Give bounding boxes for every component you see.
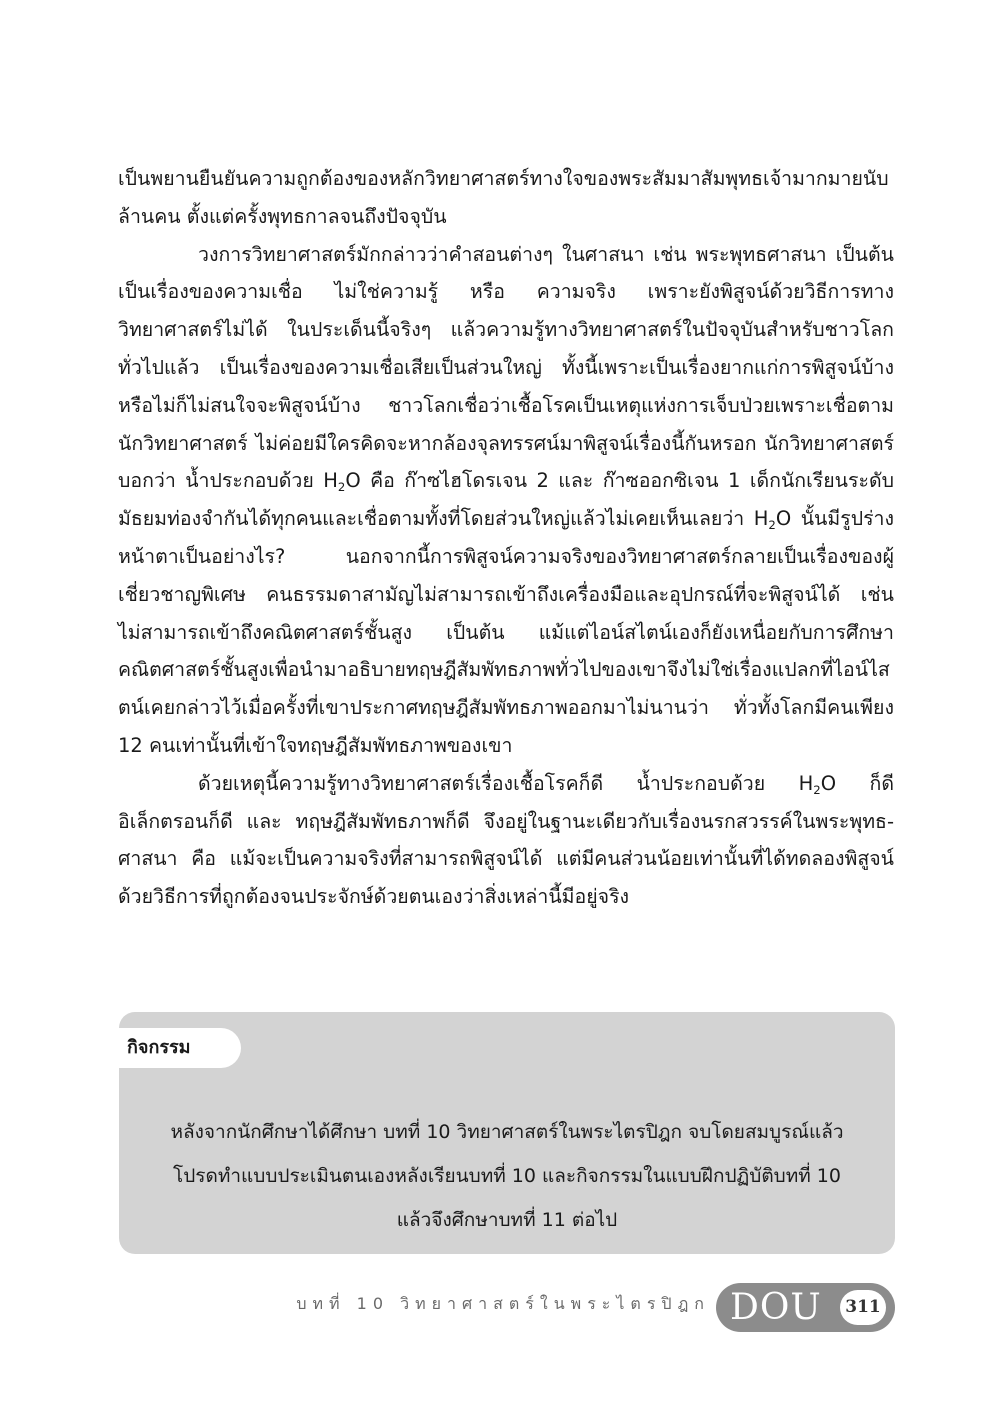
activity-title: กิจกรรม <box>119 1028 241 1068</box>
formula-h2o-2: $H_2O$ <box>753 507 792 533</box>
activity-line-1: หลังจากนักศึกษาได้ศึกษา บทที่ 10 วิทยาศาสตร์ในพระไตรปิฎก จบโดยสมบูรณ์แล้ว <box>170 1121 844 1143</box>
activity-instructions <box>139 1110 875 1242</box>
paragraph-1: เป็นพยานยืนยันความถูกต้องของหลักวิทยาศาสตร์ทางใจของพระสัมมาสัมพุทธเจ้ามากมายนับล้านคน ตั้งแต่ครั้งพุทธกาลจนถึงปัจจุบัน <box>118 167 889 228</box>
paragraph-2-part-b: คือ ก๊าซไฮโดรเจน 2 และ ก๊าซออกซิเจน 1 เด็กนักเรียนระดับมัธยมท่องจำกันได้ทุกคนและเชื่อตามทั้งที่โดยส่วนใหญ่แล้วไม่เคยเห็นเลยว่า <box>118 469 894 531</box>
paragraph-2-part-a: วงการวิทยาศาสตร์มักกล่าวว่าคำสอนต่างๆ ในศาสนา เช่น พระพุทธศาสนา เป็นต้น เป็นเรื่องของความเชื่อ ไม่ใช่ความรู้ หรือ ความจริง เพราะยังพิสูจน์ด้วยวิธีการทางวิทยาศาสตร์ไม่ได้ ในประเด็นนี้จริงๆ แล้วความรู้ทางวิทยาศาสตร์ในปัจจุบันสำหรับชาวโลกทั่วไปแล้ว เป็นเรื่องของความเชื่อเสียเป็นส่วนใหญ่ ทั้งนี้เพราะเป็นเรื่องยากแก่การพิสูจน์บ้าง หรือไม่ก็ไม่สนใจจะพิสูจน์บ้าง ชาวโลกเชื่อว่าเชื้อโรคเป็นเหตุแห่งการเจ็บป่วยเพราะเชื่อตามนักวิทยาศาสตร์ ไม่ค่อยมีใครคิดจะหากล้องจุลทรรศน์มาพิสูจน์เรื่องนี้กันหรอก นักวิทยาศาสตร์บอกว่า น้ำประกอบด้วย <box>118 242 894 493</box>
dou-logo: DOU <box>730 1287 822 1328</box>
paragraph-2-part-c: นั้นมีรูปร่างหน้าตาเป็นอย่างไร? นอกจากนี้การพิสูจน์ความจริงของวิทยาศาสตร์กลายเป็นเรื่องของผู้เชี่ยวชาญพิเศษ คนธรรมดาสามัญไม่สามารถเข้าถึงเครื่องมือและอุปกรณ์ที่จะพิสูจน์ได้ เช่น ไม่สามารถเข้าถึงคณิตศาสตร์ชั้นสูง เป็นต้น แม้แต่ไอน์สไตน์เองก็ยังเหนื่อยกับการศึกษาคณิตศาสตร์ชั้นสูงเพื่อนำมาอธิบายทฤษฎีสัมพัทธภาพทั่วไปของเขาจึงไม่ใช่เรื่องแปลกที่ไอน์ไสตน์เคยกล่าวไว้เมื่อครั้งที่เขาประกาศทฤษฎีสัมพัทธภาพออกมาไม่นานว่า ทั่วทั้งโลกมีคนเพียง 12 คนเท่านั้นที่เข้าใจทฤษฎีสัมพัทธภาพของเขา <box>118 507 895 757</box>
page-number: 311 <box>840 1290 886 1325</box>
activity-line-3: แล้วจึงศึกษาบทที่ 11 ต่อไป <box>396 1209 618 1231</box>
body-text <box>118 160 894 916</box>
formula-h2o-3: $H_2O$ <box>798 771 837 797</box>
running-footer-title: บทที่ 10 วิทยาศาสตร์ในพระไตรปิฎก <box>296 1294 710 1313</box>
formula-h2o-1: $H_2O$ <box>323 469 361 495</box>
activity-line-2: โปรดทำแบบประเมินตนเองหลังเรียนบทที่ 10 และกิจกรรมในแบบฝึกปฏิบัติบทที่ 10 <box>173 1165 841 1187</box>
paragraph-3-part-a: ด้วยเหตุนี้ความรู้ทางวิทยาศาสตร์เรื่องเชื้อโรคก็ดี น้ำประกอบด้วย <box>198 771 766 795</box>
paragraph-3 <box>118 765 894 916</box>
paragraph-2 <box>118 236 894 765</box>
footer-badge <box>716 1283 895 1332</box>
paragraph-3-part-b: ก็ดี อิเล็กตรอนก็ดี และ ทฤษฎีสัมพัทธภาพก็ดี จึงอยู่ในฐานะเดียวกับเรื่องนรกสวรรค์ในพระพุทธ-ศาสนา คือ แม้จะเป็นความจริงที่สามารถพิสูจน์ได้ แต่มีคนส่วนน้อยเท่านั้นที่ได้ทดลองพิสูจน์ด้วยวิธีการที่ถูกต้องจนประจักษ์ด้วยตนเองว่าสิ่งเหล่านี้มีอยู่จริง <box>118 771 894 909</box>
activity-box <box>119 1012 895 1254</box>
